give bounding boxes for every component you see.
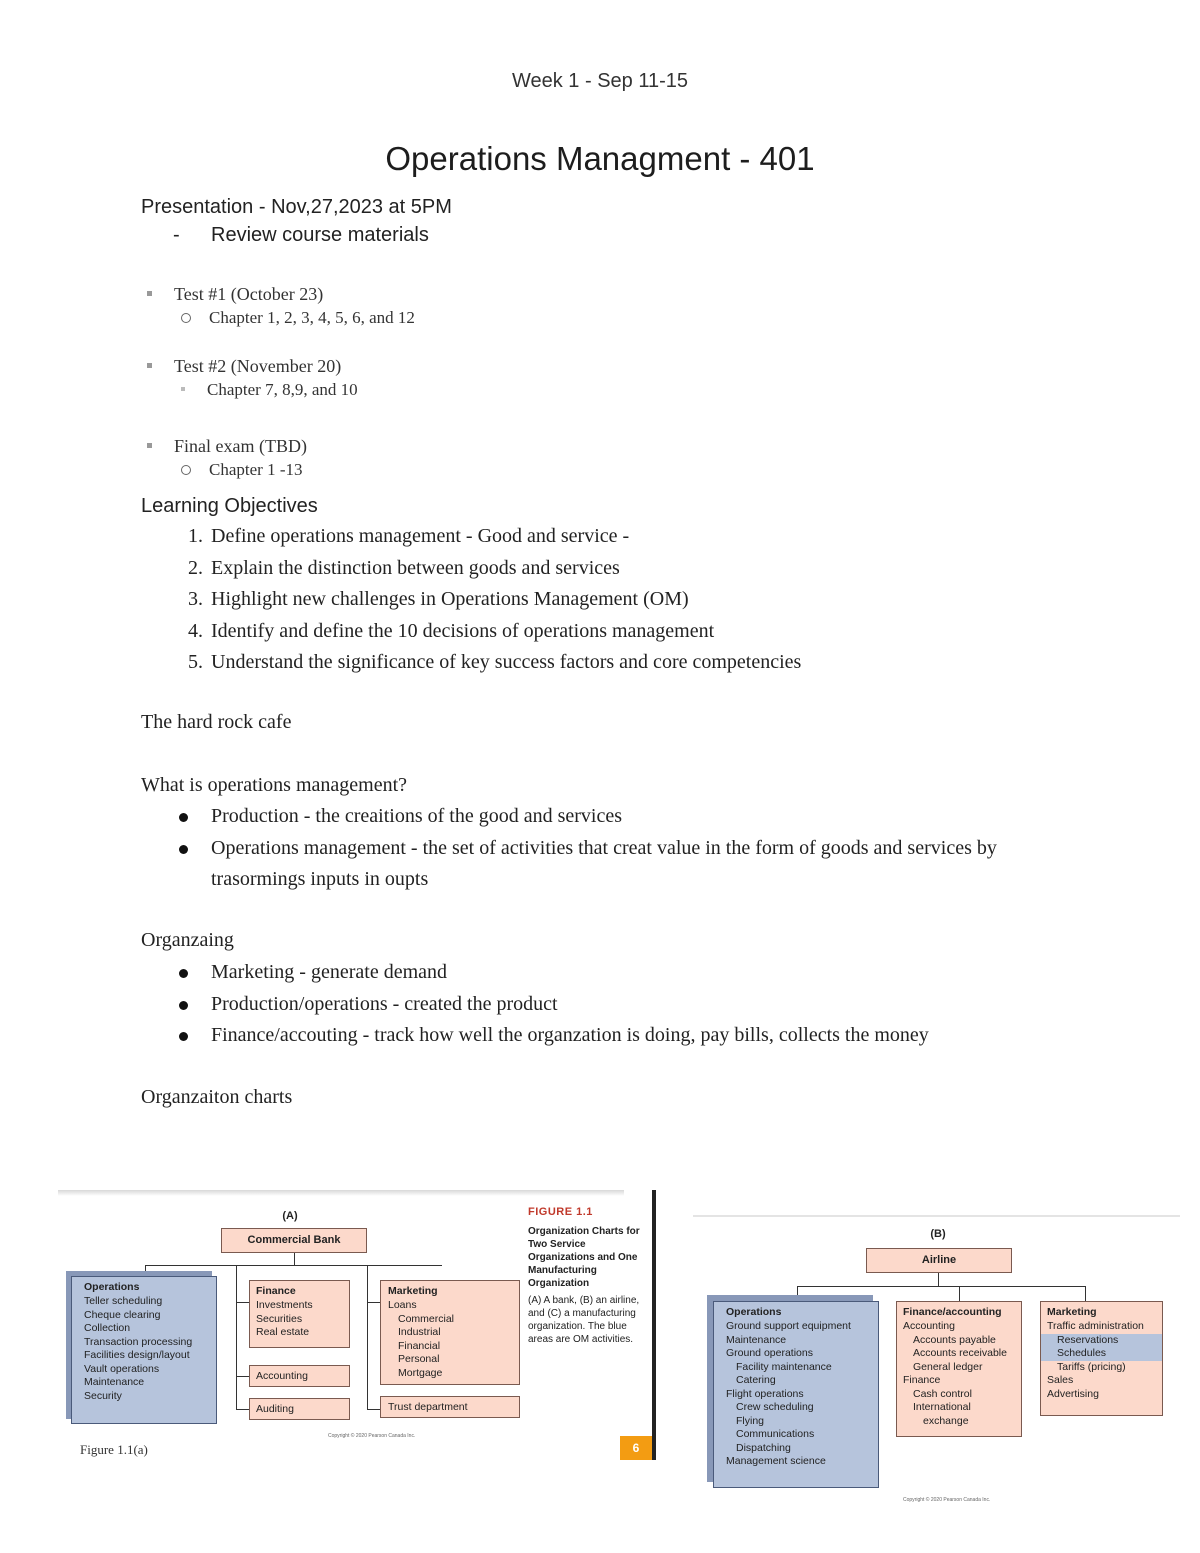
learning-objectives-heading: Learning Objectives bbox=[141, 495, 318, 517]
box-item: Management science bbox=[726, 1455, 826, 1467]
box-item: Maintenance bbox=[726, 1333, 787, 1346]
connector-line bbox=[367, 1265, 368, 1410]
list-text: Finance/accouting - track how well the organzation is doing, pay bills, collects the money bbox=[211, 1024, 929, 1046]
box-item: Reservations bbox=[1041, 1334, 1162, 1348]
box-item: Facility maintenance bbox=[736, 1360, 832, 1373]
box-item: Accounts receivable bbox=[913, 1347, 1007, 1359]
learning-objectives-list bbox=[141, 523, 801, 681]
figure-a-finance-box bbox=[249, 1280, 350, 1348]
circle-bullet-icon bbox=[181, 313, 191, 323]
figure-b-finance-box bbox=[896, 1301, 1022, 1437]
bullet-icon bbox=[179, 969, 188, 978]
connector-line bbox=[236, 1376, 249, 1377]
box-item: Catering bbox=[736, 1374, 776, 1386]
connector-line bbox=[367, 1302, 380, 1303]
om-bullet-list bbox=[141, 801, 1061, 896]
box-item: Securities bbox=[256, 1312, 303, 1325]
figure-a-caption bbox=[528, 1206, 652, 1346]
figure-a-label: (A) bbox=[282, 1210, 298, 1222]
square-bullet-icon bbox=[147, 363, 152, 368]
connector-line bbox=[959, 1286, 960, 1301]
test-sub-text: Chapter 1 -13 bbox=[209, 460, 303, 479]
box-item: Maintenance bbox=[84, 1376, 145, 1388]
test-item bbox=[147, 436, 307, 457]
test-sub-item bbox=[181, 380, 358, 400]
figure-number: FIGURE 1.1 bbox=[528, 1206, 593, 1218]
box-item: Collection bbox=[84, 1322, 131, 1334]
box-item: Teller scheduling bbox=[84, 1295, 163, 1307]
box-title: Operations bbox=[84, 1281, 140, 1293]
list-text: Define operations management - Good and service - bbox=[211, 525, 630, 547]
box-item: Mortgage bbox=[398, 1366, 443, 1379]
box-item: Ground support equipment bbox=[726, 1320, 851, 1332]
box-item: Tariffs (pricing) bbox=[1057, 1360, 1126, 1373]
test-label: Final exam (TBD) bbox=[174, 436, 307, 456]
list-item bbox=[141, 989, 1141, 1021]
figure-b-root-box: Airline bbox=[866, 1248, 1012, 1273]
figure-b-label: (B) bbox=[930, 1228, 946, 1240]
box-item: Facilities design/layout bbox=[84, 1349, 190, 1361]
list-item bbox=[141, 1020, 1141, 1052]
test-sub-item bbox=[181, 460, 302, 480]
box-title: Finance bbox=[256, 1285, 296, 1297]
square-bullet-icon bbox=[181, 387, 185, 391]
list-text: Operations management - the set of activities that creat value in the form of goods and services by trasormings inputs in oupts bbox=[211, 836, 997, 890]
box-item: Cheque clearing bbox=[84, 1308, 161, 1321]
bullet-icon bbox=[179, 845, 188, 854]
test-item bbox=[147, 284, 323, 305]
list-item bbox=[141, 586, 801, 618]
list-item bbox=[141, 833, 1061, 896]
review-text: Review course materials bbox=[211, 224, 429, 246]
box-item: Cash control bbox=[913, 1387, 972, 1400]
list-text: Identify and define the 10 decisions of operations management bbox=[211, 619, 715, 642]
figure-a-root-box: Commercial Bank bbox=[221, 1228, 367, 1253]
connector-line bbox=[236, 1302, 249, 1303]
box-item: Sales bbox=[1047, 1374, 1074, 1386]
box-item: Schedules bbox=[1041, 1347, 1162, 1361]
figure-b-org-chart bbox=[693, 1215, 1180, 1505]
box-item: exchange bbox=[923, 1414, 969, 1427]
list-item bbox=[141, 555, 801, 587]
box-item: Flight operations bbox=[726, 1387, 804, 1400]
organizing-heading: Organzaing bbox=[141, 929, 234, 951]
figure-a-auditing-box: Auditing bbox=[249, 1398, 350, 1420]
list-text: Highlight new challenges in Operations Management (OM) bbox=[211, 588, 689, 610]
box-item: Crew scheduling bbox=[736, 1401, 814, 1413]
box-item: Commercial bbox=[398, 1312, 455, 1325]
box-item: Loans bbox=[388, 1299, 417, 1311]
box-item: Flying bbox=[736, 1414, 765, 1427]
list-item bbox=[141, 649, 801, 681]
figure-b-copyright: Copyright © 2020 Pearson Canada Inc. bbox=[903, 1497, 991, 1503]
box-title: Finance/accounting bbox=[903, 1306, 1002, 1318]
box-item: Industrial bbox=[398, 1326, 441, 1338]
dash-bullet: - bbox=[173, 224, 180, 246]
org-charts-heading: Organzaiton charts bbox=[141, 1086, 293, 1108]
test-sub-text: Chapter 7, 8,9, and 10 bbox=[207, 380, 358, 399]
connector-line bbox=[145, 1265, 442, 1266]
box-item: Dispatching bbox=[736, 1441, 791, 1454]
list-text: Explain the distinction between goods and services bbox=[211, 556, 620, 579]
figure-a-marketing-box bbox=[380, 1280, 520, 1385]
om-heading: What is operations management? bbox=[141, 774, 408, 796]
figure-b-top-line bbox=[693, 1215, 1180, 1217]
bullet-icon bbox=[179, 1032, 188, 1041]
caption-title: Organization Charts for Two Service Organizations and One Manufacturing Organization bbox=[528, 1226, 640, 1289]
square-bullet-icon bbox=[147, 443, 152, 448]
figure-a-accounting-box: Accounting bbox=[249, 1365, 350, 1387]
figure-a-divider bbox=[652, 1190, 656, 1460]
box-item: Vault operations bbox=[84, 1362, 160, 1375]
bullet-icon bbox=[179, 813, 188, 822]
figure-a-top-shadow bbox=[58, 1190, 624, 1196]
box-item: Financial bbox=[398, 1339, 441, 1352]
presentation-sub-item bbox=[173, 224, 429, 247]
box-item: Security bbox=[84, 1389, 122, 1402]
box-item: Personal bbox=[398, 1353, 440, 1365]
connector-line bbox=[938, 1273, 939, 1286]
box-item: Investments bbox=[256, 1299, 313, 1311]
connector-line bbox=[294, 1253, 295, 1265]
list-text: Production/operations - created the product bbox=[211, 992, 558, 1015]
page-header-week: Week 1 - Sep 11-15 bbox=[511, 70, 689, 92]
box-item: Real estate bbox=[256, 1326, 310, 1338]
list-number: 1. bbox=[188, 525, 203, 547]
presentation-line: Presentation - Nov,27,2023 at 5PM bbox=[141, 196, 452, 218]
square-bullet-icon bbox=[147, 291, 152, 296]
box-item: Accounts payable bbox=[913, 1333, 996, 1346]
connector-line bbox=[236, 1265, 237, 1410]
circle-bullet-icon bbox=[181, 465, 191, 475]
list-text: Production - the creaitions of the good and services bbox=[211, 805, 622, 827]
list-item bbox=[141, 801, 1061, 833]
connector-line bbox=[797, 1286, 1085, 1287]
list-item bbox=[141, 957, 1141, 989]
list-number: 3. bbox=[188, 588, 203, 610]
box-item: Transaction processing bbox=[84, 1335, 193, 1348]
organizing-bullet-list bbox=[141, 957, 1141, 1052]
box-title: Operations bbox=[726, 1306, 782, 1318]
box-item: Communications bbox=[736, 1428, 815, 1440]
connector-line bbox=[367, 1409, 380, 1410]
figure-b-marketing-box bbox=[1040, 1301, 1163, 1416]
hard-rock-text: The hard rock cafe bbox=[141, 711, 292, 733]
box-item: Accounting bbox=[903, 1320, 955, 1332]
page-number-badge: 6 bbox=[620, 1436, 652, 1460]
connector-line bbox=[236, 1409, 249, 1410]
list-text: Understand the significance of key success factors and core competencies bbox=[211, 651, 802, 673]
figure-a-trust-box: Trust department bbox=[380, 1396, 520, 1418]
figure-a-label-text: Figure 1.1(a) bbox=[80, 1442, 148, 1457]
test-sub-item bbox=[181, 308, 415, 328]
list-item bbox=[141, 618, 801, 650]
connector-line bbox=[1085, 1286, 1086, 1301]
list-item bbox=[141, 523, 801, 555]
figure-a-operations-box bbox=[71, 1276, 217, 1424]
box-item: Ground operations bbox=[726, 1347, 813, 1359]
bullet-icon bbox=[179, 1001, 188, 1010]
test-item bbox=[147, 356, 341, 377]
list-number: 2. bbox=[188, 556, 203, 579]
list-text: Marketing - generate demand bbox=[211, 961, 448, 983]
list-number: 5. bbox=[188, 651, 203, 673]
list-number: 4. bbox=[188, 619, 203, 642]
box-item: Finance bbox=[903, 1374, 941, 1386]
box-item: Advertising bbox=[1047, 1387, 1099, 1400]
page-title: Operations Managment - 401 bbox=[385, 140, 815, 177]
test-sub-text: Chapter 1, 2, 3, 4, 5, 6, and 12 bbox=[209, 308, 415, 327]
connector-line bbox=[797, 1286, 798, 1301]
box-title: Marketing bbox=[388, 1285, 438, 1297]
figure-a-org-chart bbox=[58, 1190, 656, 1460]
test-label: Test #1 (October 23) bbox=[174, 284, 324, 304]
figure-a-copyright: Copyright © 2020 Pearson Canada Inc. bbox=[328, 1433, 416, 1439]
test-label: Test #2 (November 20) bbox=[174, 356, 342, 376]
figure-b-operations-box bbox=[713, 1301, 879, 1488]
box-item: Traffic administration bbox=[1047, 1320, 1144, 1332]
box-item: General ledger bbox=[913, 1360, 983, 1373]
box-title: Marketing bbox=[1047, 1306, 1097, 1318]
box-item: International bbox=[913, 1401, 971, 1413]
caption-text: (A) A bank, (B) an airline, and (C) a manufacturing organization. The blue areas are OM activities. bbox=[528, 1295, 640, 1345]
